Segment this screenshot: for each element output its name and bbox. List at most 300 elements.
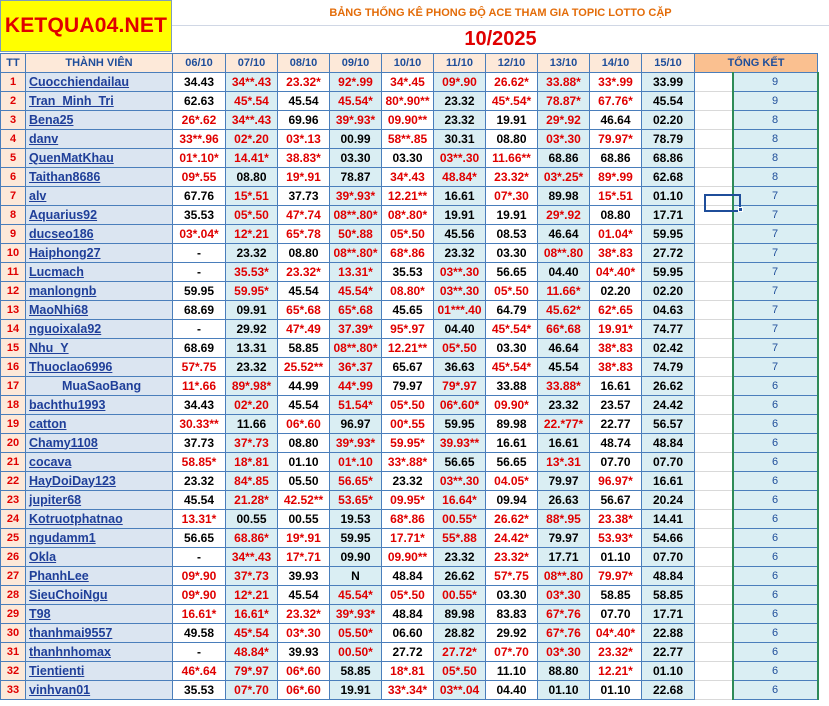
pair-value-cell[interactable]: 00.55 [278,510,330,529]
pair-value-cell[interactable]: 23.57 [590,396,642,415]
pair-value-cell[interactable]: 03**.30 [434,263,486,282]
pair-value-cell[interactable]: 78.87* [538,92,590,111]
pair-value-cell[interactable]: 09.91 [226,301,278,320]
pair-value-cell[interactable]: 01*.10 [330,453,382,472]
pair-value-cell[interactable]: 26*.62 [173,111,226,130]
pair-value-cell[interactable]: 49.58 [173,624,226,643]
pair-value-cell[interactable]: 79.97 [382,377,434,396]
pair-value-cell[interactable]: 33*.34* [382,681,434,700]
pair-value-cell[interactable]: 69.96 [278,111,330,130]
pair-value-cell[interactable]: 68.86 [590,149,642,168]
pair-value-cell[interactable]: 74.79 [642,358,695,377]
empty-cell[interactable] [695,263,733,282]
pair-value-cell[interactable]: 78.79 [642,130,695,149]
pair-value-cell[interactable]: 25.52** [278,358,330,377]
empty-cell[interactable] [695,92,733,111]
pair-value-cell[interactable]: 79.97 [538,472,590,491]
member-name-link[interactable]: HayDoiDay123 [26,472,173,491]
member-name-link[interactable]: Lucmach [26,263,173,282]
pair-value-cell[interactable]: 59.95 [434,415,486,434]
pair-value-cell[interactable]: 38*.83 [590,358,642,377]
pair-value-cell[interactable]: 89.98 [434,605,486,624]
pair-value-cell[interactable]: 17.71* [382,529,434,548]
pair-value-cell[interactable]: 03.30 [486,244,538,263]
pair-value-cell[interactable]: 92*.99 [330,73,382,92]
pair-value-cell[interactable]: 02.20 [590,282,642,301]
pair-value-cell[interactable]: 08**.80* [330,206,382,225]
pair-value-cell[interactable]: 24.42* [486,529,538,548]
member-name-link[interactable]: manlongnb [26,282,173,301]
total-cell[interactable]: 7 [733,282,818,301]
pair-value-cell[interactable]: 35.53 [382,263,434,282]
empty-cell[interactable] [695,472,733,491]
pair-value-cell[interactable]: 34**.43 [226,73,278,92]
pair-value-cell[interactable]: 03*.30 [538,643,590,662]
pair-value-cell[interactable]: 38*.83 [590,244,642,263]
pair-value-cell[interactable]: 09.95* [382,491,434,510]
pair-value-cell[interactable]: 39.93** [434,434,486,453]
pair-value-cell[interactable]: 03**.30 [434,149,486,168]
pair-value-cell[interactable]: 37.73 [278,187,330,206]
pair-value-cell[interactable]: 17.71 [642,206,695,225]
pair-value-cell[interactable]: 68.69 [173,301,226,320]
pair-value-cell[interactable]: 46.64 [538,225,590,244]
pair-value-cell[interactable]: 34*.43 [382,168,434,187]
pair-value-cell[interactable]: 58.85 [642,586,695,605]
pair-value-cell[interactable]: 68*.86 [382,244,434,263]
pair-value-cell[interactable]: 34**.43 [226,548,278,567]
pair-value-cell[interactable]: 33*.99 [590,73,642,92]
pair-value-cell[interactable]: 35.53 [173,681,226,700]
pair-value-cell[interactable]: 03**.04 [434,681,486,700]
member-name-link[interactable]: catton [26,415,173,434]
total-cell[interactable]: 6 [733,529,818,548]
pair-value-cell[interactable]: 58.85 [590,586,642,605]
pair-value-cell[interactable]: 48.84 [382,567,434,586]
pair-value-cell[interactable]: 23.32 [434,111,486,130]
pair-value-cell[interactable]: 56.65 [173,529,226,548]
pair-value-cell[interactable]: 07.70 [590,605,642,624]
pair-value-cell[interactable]: 56.67 [590,491,642,510]
pair-value-cell[interactable]: 23.32 [382,472,434,491]
pair-value-cell[interactable]: 45.54 [278,586,330,605]
pair-value-cell[interactable]: 65*.68 [278,301,330,320]
pair-value-cell[interactable]: 07*.70 [226,681,278,700]
total-cell[interactable]: 8 [733,130,818,149]
pair-value-cell[interactable]: 05*.50 [382,586,434,605]
pair-value-cell[interactable]: 01.10 [590,548,642,567]
pair-value-cell[interactable]: 46*.64 [173,662,226,681]
pair-value-cell[interactable]: 47*.74 [278,206,330,225]
pair-value-cell[interactable]: 16.61* [226,605,278,624]
pair-value-cell[interactable]: 54.66 [642,529,695,548]
pair-value-cell[interactable]: 19.91* [590,320,642,339]
pair-value-cell[interactable]: 08**.80* [330,244,382,263]
pair-value-cell[interactable]: 89.98 [538,187,590,206]
pair-value-cell[interactable]: 39*.93* [330,434,382,453]
member-name-link[interactable]: alv [26,187,173,206]
pair-value-cell[interactable]: 39.93 [278,643,330,662]
total-cell[interactable]: 9 [733,92,818,111]
pair-value-cell[interactable]: 56.65 [434,453,486,472]
pair-value-cell[interactable]: 19.91 [434,206,486,225]
pair-value-cell[interactable]: 09.90 [330,548,382,567]
pair-value-cell[interactable]: 45.54* [330,586,382,605]
pair-value-cell[interactable]: 55*.88 [434,529,486,548]
pair-value-cell[interactable]: 23.32* [486,168,538,187]
pair-value-cell[interactable]: 05.50* [330,624,382,643]
pair-value-cell[interactable]: 67*.76 [538,624,590,643]
empty-cell[interactable] [695,73,733,92]
pair-value-cell[interactable]: 05*.50 [382,225,434,244]
total-cell[interactable]: 6 [733,377,818,396]
member-name-link[interactable]: cocava [26,453,173,472]
pair-value-cell[interactable]: 80*.90** [382,92,434,111]
pair-value-cell[interactable]: - [173,320,226,339]
pair-value-cell[interactable]: 00.50* [330,643,382,662]
pair-value-cell[interactable]: 19.91 [486,206,538,225]
pair-value-cell[interactable]: 08.80 [278,244,330,263]
pair-value-cell[interactable]: 03*.30 [538,130,590,149]
empty-cell[interactable] [695,320,733,339]
pair-value-cell[interactable]: 04.40 [538,263,590,282]
pair-value-cell[interactable]: 84*.85 [226,472,278,491]
pair-value-cell[interactable]: 00.55 [226,510,278,529]
pair-value-cell[interactable]: 18*.81 [382,662,434,681]
pair-value-cell[interactable]: 45*.54 [226,92,278,111]
pair-value-cell[interactable]: 09.90** [382,548,434,567]
pair-value-cell[interactable]: 95*.97 [382,320,434,339]
pair-value-cell[interactable]: 26.63 [538,491,590,510]
pair-value-cell[interactable]: 59.95 [330,529,382,548]
pair-value-cell[interactable]: 56.57 [642,415,695,434]
pair-value-cell[interactable]: 08.80 [486,130,538,149]
empty-cell[interactable] [695,662,733,681]
pair-value-cell[interactable]: 19.91 [486,111,538,130]
pair-value-cell[interactable]: 03*.25* [538,168,590,187]
pair-value-cell[interactable]: 45.54 [278,92,330,111]
total-cell[interactable]: 6 [733,434,818,453]
pair-value-cell[interactable]: 02*.20 [226,130,278,149]
pair-value-cell[interactable]: 12.21** [382,339,434,358]
pair-value-cell[interactable]: 22.77 [590,415,642,434]
pair-value-cell[interactable]: 07.70 [590,453,642,472]
pair-value-cell[interactable]: - [173,244,226,263]
pair-value-cell[interactable]: 03*.13 [278,130,330,149]
pair-value-cell[interactable]: 12*.21 [226,225,278,244]
pair-value-cell[interactable]: 03.30 [330,149,382,168]
pair-value-cell[interactable]: 12.21** [382,187,434,206]
pair-value-cell[interactable]: 02.42 [642,339,695,358]
pair-value-cell[interactable]: 28.82 [434,624,486,643]
pair-value-cell[interactable]: 33.88* [538,73,590,92]
total-cell[interactable]: 7 [733,358,818,377]
pair-value-cell[interactable]: 79*.97 [226,662,278,681]
member-name-link[interactable]: Okla [26,548,173,567]
pair-value-cell[interactable]: 06*.60 [278,662,330,681]
pair-value-cell[interactable]: 79*.97 [434,377,486,396]
empty-cell[interactable] [695,586,733,605]
total-cell[interactable]: 7 [733,187,818,206]
pair-value-cell[interactable]: 00.55* [434,586,486,605]
pair-value-cell[interactable]: 58.85* [173,453,226,472]
pair-value-cell[interactable]: 00.55* [434,510,486,529]
pair-value-cell[interactable]: 96.97 [330,415,382,434]
total-cell[interactable]: 6 [733,510,818,529]
pair-value-cell[interactable]: 45.54* [330,92,382,111]
member-name-link[interactable]: danv [26,130,173,149]
pair-value-cell[interactable]: 03*.04* [173,225,226,244]
total-cell[interactable]: 6 [733,605,818,624]
pair-value-cell[interactable]: 04.40 [486,681,538,700]
pair-value-cell[interactable]: 20.24 [642,491,695,510]
pair-value-cell[interactable]: 48.84* [226,643,278,662]
pair-value-cell[interactable]: 62.63 [173,92,226,111]
total-cell[interactable]: 8 [733,111,818,130]
pair-value-cell[interactable]: 08**.80 [538,567,590,586]
pair-value-cell[interactable]: 59.95 [642,225,695,244]
pair-value-cell[interactable]: 38.83* [278,149,330,168]
pair-value-cell[interactable]: 45.54* [330,282,382,301]
pair-value-cell[interactable]: 30.31 [434,130,486,149]
pair-value-cell[interactable]: 45*.54* [486,358,538,377]
pair-value-cell[interactable]: 04.40 [434,320,486,339]
pair-value-cell[interactable]: 48.84 [382,605,434,624]
member-name-link[interactable]: Haiphong27 [26,244,173,263]
pair-value-cell[interactable]: 09*.90 [173,586,226,605]
member-name-link[interactable]: SieuChoiNgu [26,586,173,605]
total-cell[interactable]: 6 [733,472,818,491]
pair-value-cell[interactable]: 19*.91 [278,168,330,187]
pair-value-cell[interactable]: 23.38* [590,510,642,529]
pair-value-cell[interactable]: 17*.71 [278,548,330,567]
pair-value-cell[interactable]: 89*.99 [590,168,642,187]
pair-value-cell[interactable]: 05*.50 [226,206,278,225]
pair-value-cell[interactable]: 45.54 [278,396,330,415]
total-cell[interactable]: 6 [733,681,818,700]
pair-value-cell[interactable]: 03.30 [486,339,538,358]
pair-value-cell[interactable]: 19.91 [330,681,382,700]
pair-value-cell[interactable]: 39.93 [278,567,330,586]
pair-value-cell[interactable]: 23.32 [226,244,278,263]
member-name-link[interactable]: thanhmai9557 [26,624,173,643]
pair-value-cell[interactable]: 29.92 [226,320,278,339]
empty-cell[interactable] [695,491,733,510]
empty-cell[interactable] [695,377,733,396]
pair-value-cell[interactable]: 16.61 [538,434,590,453]
pair-value-cell[interactable]: 23.32 [434,92,486,111]
pair-value-cell[interactable]: 29.92 [486,624,538,643]
pair-value-cell[interactable]: 78.87 [330,168,382,187]
pair-value-cell[interactable]: 34.43 [173,73,226,92]
pair-value-cell[interactable]: 08.80 [278,434,330,453]
member-name-link[interactable]: ngudamm1 [26,529,173,548]
pair-value-cell[interactable]: 23.32* [278,73,330,92]
empty-cell[interactable] [695,339,733,358]
empty-cell[interactable] [695,244,733,263]
member-name-link[interactable]: vinhvan01 [26,681,173,700]
pair-value-cell[interactable]: 36*.37 [330,358,382,377]
pair-value-cell[interactable]: 16.64* [434,491,486,510]
pair-value-cell[interactable]: 29*.92 [538,111,590,130]
pair-value-cell[interactable]: 27.72* [434,643,486,662]
pair-value-cell[interactable]: 05*.50 [434,339,486,358]
pair-value-cell[interactable]: 15*.51 [590,187,642,206]
pair-value-cell[interactable]: 33.99 [642,73,695,92]
member-name-link[interactable]: Taithan8686 [26,168,173,187]
pair-value-cell[interactable]: 04*.40* [590,263,642,282]
empty-cell[interactable] [695,187,733,206]
pair-value-cell[interactable]: 08.53 [486,225,538,244]
pair-value-cell[interactable]: 47*.49 [278,320,330,339]
pair-value-cell[interactable]: 18*.81 [226,453,278,472]
pair-value-cell[interactable]: 16.61 [642,472,695,491]
pair-value-cell[interactable]: 03.30 [382,149,434,168]
pair-value-cell[interactable]: 48.74 [590,434,642,453]
pair-value-cell[interactable]: 33*.88* [382,453,434,472]
empty-cell[interactable] [695,168,733,187]
empty-cell[interactable] [695,206,733,225]
empty-cell[interactable] [695,396,733,415]
pair-value-cell[interactable]: 26.62 [434,567,486,586]
member-name-link[interactable]: ducseo186 [26,225,173,244]
pair-value-cell[interactable]: 16.61* [173,605,226,624]
pair-value-cell[interactable]: 08.80* [382,282,434,301]
pair-value-cell[interactable]: 23.32 [434,244,486,263]
pair-value-cell[interactable]: 26.62* [486,510,538,529]
pair-value-cell[interactable]: 09.90* [486,396,538,415]
total-cell[interactable]: 6 [733,586,818,605]
pair-value-cell[interactable]: 23.32 [226,358,278,377]
pair-value-cell[interactable]: 56.65* [330,472,382,491]
pair-value-cell[interactable]: 67*.76 [538,605,590,624]
pair-value-cell[interactable]: 09.90** [382,111,434,130]
pair-value-cell[interactable]: 11.66 [226,415,278,434]
pair-value-cell[interactable]: 05.50 [278,472,330,491]
pair-value-cell[interactable]: 37*.73 [226,434,278,453]
pair-value-cell[interactable]: 34**.43 [226,111,278,130]
member-name-link[interactable]: Cuocchiendailau [26,73,173,92]
pair-value-cell[interactable]: 13.31* [173,510,226,529]
pair-value-cell[interactable]: 19.53 [330,510,382,529]
pair-value-cell[interactable]: 03*.30 [278,624,330,643]
pair-value-cell[interactable]: 44.99 [278,377,330,396]
pair-value-cell[interactable]: 27.72 [642,244,695,263]
pair-value-cell[interactable]: 04*.40* [590,624,642,643]
pair-value-cell[interactable]: 17.71 [538,548,590,567]
total-cell[interactable]: 7 [733,206,818,225]
pair-value-cell[interactable]: 35.53 [173,206,226,225]
pair-value-cell[interactable]: 68.69 [173,339,226,358]
pair-value-cell[interactable]: 58.85 [330,662,382,681]
pair-value-cell[interactable]: 07.70 [642,548,695,567]
pair-value-cell[interactable]: 68.86* [226,529,278,548]
pair-value-cell[interactable]: 08*.80* [382,206,434,225]
pair-value-cell[interactable]: 22.68 [642,681,695,700]
pair-value-cell[interactable]: 03**.30 [434,282,486,301]
pair-value-cell[interactable]: 39*.93* [330,187,382,206]
total-cell[interactable]: 7 [733,301,818,320]
pair-value-cell[interactable]: 59.95 [642,263,695,282]
pair-value-cell[interactable]: 08**.80* [330,339,382,358]
empty-cell[interactable] [695,624,733,643]
pair-value-cell[interactable]: 24.42 [642,396,695,415]
pair-value-cell[interactable]: 39*.93* [330,605,382,624]
pair-value-cell[interactable]: 59.95* [226,282,278,301]
pair-value-cell[interactable]: 03*.30 [538,586,590,605]
pair-value-cell[interactable]: 23.32* [486,548,538,567]
pair-value-cell[interactable]: 53.65* [330,491,382,510]
total-cell[interactable]: 7 [733,244,818,263]
pair-value-cell[interactable]: 01.04* [590,225,642,244]
empty-cell[interactable] [695,643,733,662]
empty-cell[interactable] [695,149,733,168]
empty-cell[interactable] [695,415,733,434]
pair-value-cell[interactable]: 66*.68 [538,320,590,339]
total-cell[interactable]: 6 [733,548,818,567]
empty-cell[interactable] [695,434,733,453]
pair-value-cell[interactable]: 79.97* [590,567,642,586]
pair-value-cell[interactable]: 05*.50 [486,282,538,301]
total-cell[interactable]: 6 [733,624,818,643]
total-cell[interactable]: 6 [733,491,818,510]
pair-value-cell[interactable]: 50*.88 [330,225,382,244]
member-name-link[interactable]: Aquarius92 [26,206,173,225]
pair-value-cell[interactable]: 08**.80 [538,244,590,263]
pair-value-cell[interactable]: 44*.99 [330,377,382,396]
member-name-link[interactable]: QuenMatKhau [26,149,173,168]
pair-value-cell[interactable]: 07.70 [642,453,695,472]
pair-value-cell[interactable]: 05*.50 [382,396,434,415]
pair-value-cell[interactable]: 59.95 [173,282,226,301]
pair-value-cell[interactable]: 04.05* [486,472,538,491]
pair-value-cell[interactable]: 45.54 [278,282,330,301]
member-name-link[interactable]: Chamy1108 [26,434,173,453]
empty-cell[interactable] [695,453,733,472]
pair-value-cell[interactable]: 12.21* [590,662,642,681]
pair-value-cell[interactable]: 06*.60 [278,681,330,700]
pair-value-cell[interactable]: 06*.60 [278,415,330,434]
pair-value-cell[interactable]: 34.43 [173,396,226,415]
pair-value-cell[interactable]: 01.10 [538,681,590,700]
pair-value-cell[interactable]: 79.97* [590,130,642,149]
total-cell[interactable]: 7 [733,263,818,282]
pair-value-cell[interactable]: 04.63 [642,301,695,320]
member-name-link[interactable]: Tran_Minh_Tri [26,92,173,111]
pair-value-cell[interactable]: 68.86 [538,149,590,168]
pair-value-cell[interactable]: 45*.54* [486,92,538,111]
pair-value-cell[interactable]: 59.95* [382,434,434,453]
pair-value-cell[interactable]: 23.32 [434,548,486,567]
pair-value-cell[interactable]: 88.80 [538,662,590,681]
pair-value-cell[interactable]: 01.10 [642,662,695,681]
pair-value-cell[interactable]: 37.73 [173,434,226,453]
pair-value-cell[interactable]: 64.79 [486,301,538,320]
pair-value-cell[interactable]: 22.88 [642,624,695,643]
empty-cell[interactable] [695,358,733,377]
pair-value-cell[interactable]: 06*.60* [434,396,486,415]
pair-value-cell[interactable]: 02.20 [642,111,695,130]
total-cell[interactable]: 6 [733,567,818,586]
pair-value-cell[interactable]: 22.*77* [538,415,590,434]
empty-cell[interactable] [695,567,733,586]
pair-value-cell[interactable]: 45.54 [173,491,226,510]
total-cell[interactable]: 6 [733,662,818,681]
pair-value-cell[interactable]: - [173,263,226,282]
pair-value-cell[interactable]: 26.62* [486,73,538,92]
pair-value-cell[interactable]: 08.80 [590,206,642,225]
pair-value-cell[interactable]: 09*.55 [173,168,226,187]
